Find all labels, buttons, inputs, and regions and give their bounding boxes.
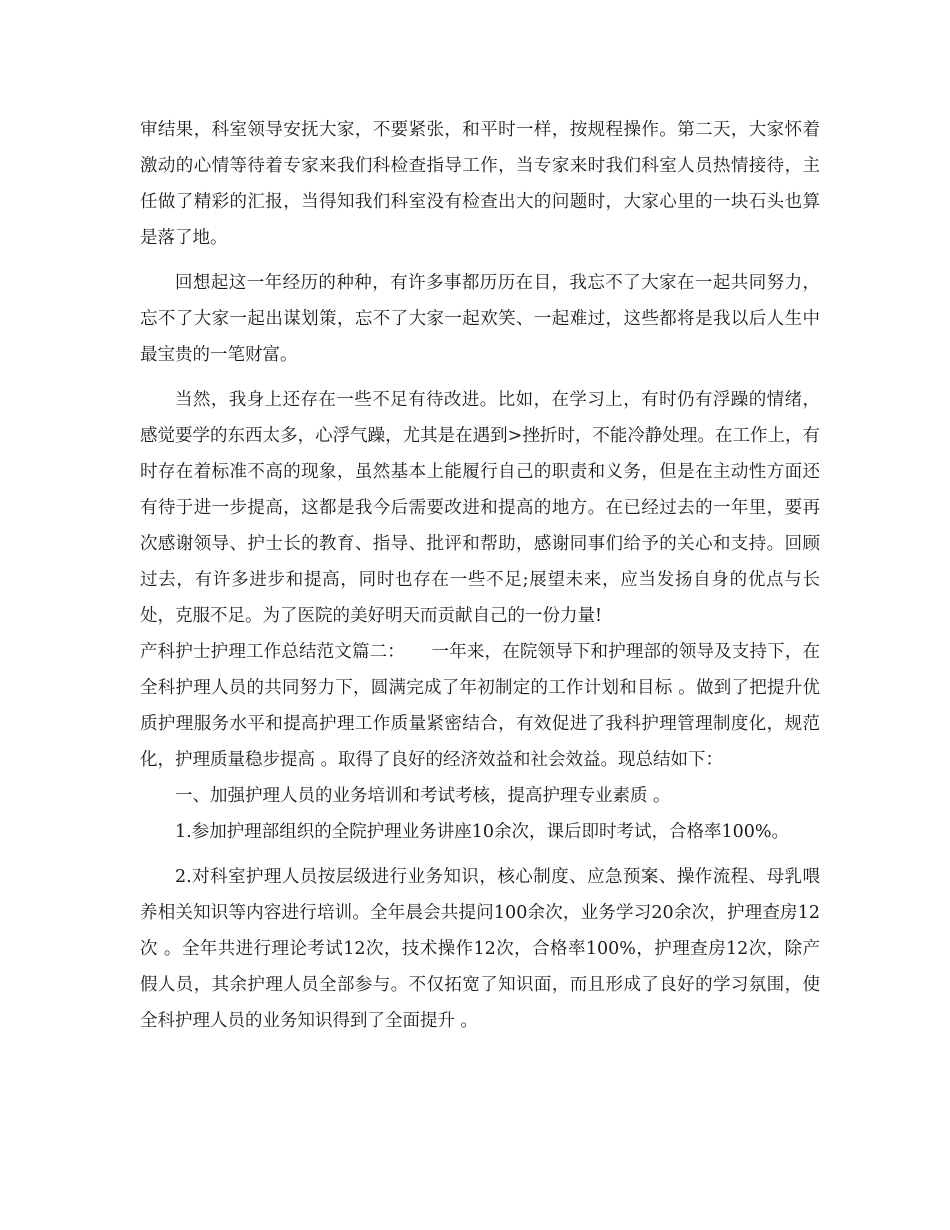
paragraph-sample-two-intro: 产科护士护理工作总结范文篇二： 一年来，在院领导下和护理部的领导及支持下，在全科护理人员的共同努力下，圆满完成了年初制定的工作计划和目标 。做到了把提升优质护理服务水平和提高护理工作质量紧密结合，有效促进了我科护理管理制度化，规范化，护理质量稳步提高 。取得了良好的经济效益和社会效益。现总结如下： — [140, 642, 820, 770]
paragraph-item-one: 1.参加护理部组织的全院护理业务讲座10余次，课后即时考试，合格率100%。 — [175, 822, 789, 842]
paragraph-year-recollection: 回想起这一年经历的种种，有许多事都历历在目，我忘不了大家在一起共同努力，忘不了大家一起出谋划策，忘不了大家一起欢笑、一起难过，这些都将是我以后人生中最宝贵的一笔财富。 — [140, 273, 820, 365]
paragraph-section-one-heading: 一、加强护理人员的业务培训和考试考核，提高护理专业素质 。 — [175, 786, 671, 806]
paragraph-review-result: 审结果，科室领导安抚大家，不要紧张，和平时一样，按规程操作。第二天，大家怀着激动的心情等待着专家来我们科检查指导工作，当专家来时我们科室人员热情接待，主任做了精彩的汇报，当得知我们科室没有检查出大的问题时，大家心里的一块石头也算是落了地。 — [140, 120, 820, 248]
paragraph-shortcomings: 当然，我身上还存在一些不足有待改进。比如，在学习上，有时仍有浮躁的情绪，感觉要学的东西太多，心浮气躁，尤其是在遇到>挫折时，不能冷静处理。在工作上，有时存在着标准不高的现象，虽然基本上能履行自己的职责和义务，但是在主动性方面还有待于进一步提高，这都是我今后需要改进和提高的地方。在已经过去的一年里，要再次感谢领导、护士长的教育、指导、批评和帮助，感谢同事们给予的关心和支持。回顾过去，有许多进步和提高，同时也存在一些不足;展望未来，应当发扬自身的优点与长处，克服不足。为了医院的美好明天而贡献自己的一份力量! — [140, 390, 820, 626]
paragraph-item-two: 2.对科室护理人员按层级进行业务知识，核心制度、应急预案、操作流程、母乳喂养相关知识等内容进行培训。全年晨会共提问100余次，业务学习20余次，护理查房12次 。全年共进行理论考试12次，技术操作12次，合格率100%，护理查房12次，除产假人员，其余护理人员全部参与。不仅拓宽了知识面，而且形成了良好的学习氛围，使全科护理人员的业务知识得到了全面提升 。 — [140, 867, 820, 1031]
document-body — [140, 112, 820, 1039]
